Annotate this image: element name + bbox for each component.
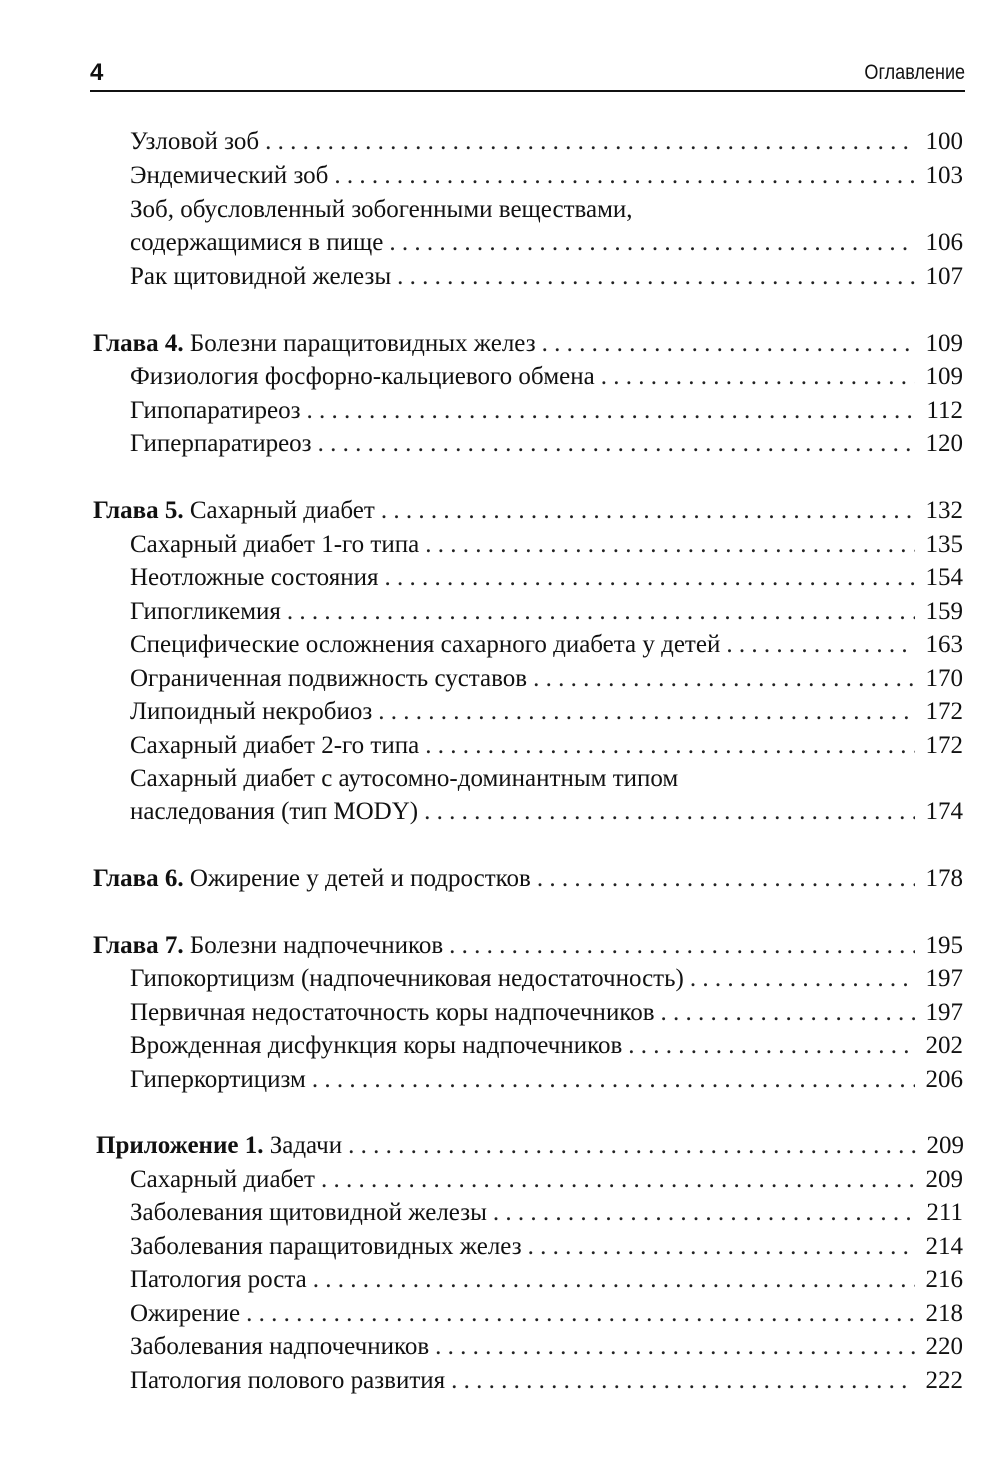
- toc-entry-title: Липоидный некробиоз: [130, 698, 373, 725]
- toc-entry-title: Гиперпаратиреоз: [130, 430, 312, 457]
- toc-entry: [130, 962, 963, 996]
- dot-leader: [334, 159, 915, 193]
- dot-leader: [493, 1196, 915, 1230]
- toc-entry-line: [130, 762, 963, 796]
- toc-entry-title: Узловой зоб: [130, 128, 260, 155]
- toc-entry-title: наследования (тип MODY): [130, 798, 419, 825]
- toc-entry: [130, 1196, 963, 1230]
- toc-entry-page: 214: [925, 1233, 963, 1260]
- toc-entry: [130, 996, 963, 1030]
- page-number: 4: [90, 59, 104, 86]
- dot-leader: [378, 695, 915, 729]
- toc-entry-title: Неотложные состояния: [130, 564, 379, 591]
- dot-leader: [265, 125, 915, 159]
- toc-entry: [130, 1063, 963, 1097]
- toc-entry-title: Заболевания паращитовидных желез: [130, 1233, 522, 1260]
- toc-entry: [130, 628, 963, 662]
- toc-entry-title: Заболевания надпочечников: [130, 1333, 430, 1360]
- dot-leader: [690, 962, 915, 996]
- toc-entry-title: Задачи: [269, 1132, 343, 1159]
- toc-entry-page: 106: [925, 229, 963, 256]
- toc-entry: [130, 528, 963, 562]
- dot-leader: [661, 996, 916, 1030]
- dot-leader: [312, 1063, 915, 1097]
- toc-chapter: [93, 327, 963, 361]
- toc-entry-page: 216: [925, 1266, 963, 1293]
- dot-leader: [318, 427, 915, 461]
- toc-entry-page: 163: [925, 631, 963, 658]
- dot-leader: [425, 729, 915, 763]
- dot-leader: [451, 1364, 915, 1398]
- toc-entry: [130, 795, 963, 829]
- chapter-prefix: Глава 7.: [93, 932, 184, 959]
- toc-entry-title: Гипокортицизм (надпочечниковая недостаточность): [130, 965, 684, 992]
- toc-entry: [130, 260, 963, 294]
- toc-entry: [130, 427, 963, 461]
- toc-entry-title: Врожденная дисфункция коры надпочечников: [130, 1032, 623, 1059]
- toc-entry-title: Первичная недостаточность коры надпочечников: [130, 999, 655, 1026]
- dot-leader: [542, 327, 915, 361]
- toc-entry-title: Эндемический зоб: [130, 162, 329, 189]
- toc-entry-page: 112: [926, 397, 963, 424]
- toc-entry-page: 206: [925, 1066, 963, 1093]
- toc-entry-title: Ограниченная подвижность суставов: [130, 665, 528, 692]
- toc-entry-title: Сахарный диабет: [130, 1166, 315, 1193]
- toc-entry-title: содержащимися в пище: [130, 229, 384, 256]
- toc-entry: [130, 1330, 963, 1364]
- page-header: [90, 58, 965, 92]
- toc-entry-title: Гипогликемия: [130, 598, 281, 625]
- toc-entry-page: 107: [925, 263, 963, 290]
- toc-entry-page: 222: [925, 1367, 963, 1394]
- toc-entry-title: Рак щитовидной железы: [130, 263, 392, 290]
- toc-entry-page: 132: [925, 497, 963, 524]
- toc-entry-page: 209: [926, 1132, 964, 1159]
- toc-entry-title: Патология роста: [130, 1266, 307, 1293]
- toc-entry: [130, 1263, 963, 1297]
- toc-entry: [130, 1029, 963, 1063]
- dot-leader: [528, 1230, 915, 1264]
- toc-entry-title: Заболевания щитовидной железы: [130, 1199, 487, 1226]
- dot-leader: [425, 528, 915, 562]
- toc-entry-page: 209: [925, 1166, 963, 1193]
- toc-entry: [130, 1230, 963, 1264]
- chapter-prefix: Глава 6.: [93, 865, 184, 892]
- toc-entry: [130, 360, 963, 394]
- dot-leader: [389, 226, 915, 260]
- toc-chapter: [93, 929, 963, 963]
- dot-leader: [435, 1330, 915, 1364]
- dot-leader: [628, 1029, 915, 1063]
- toc-entry-title: Специфические осложнения сахарного диабета у детей: [130, 631, 721, 658]
- toc-entry-title: Сахарный диабет: [189, 497, 375, 524]
- toc-entry: [130, 1364, 963, 1398]
- toc-entry-page: 202: [925, 1032, 963, 1059]
- toc-entry: [130, 561, 963, 595]
- toc-entry-page: 109: [925, 330, 963, 357]
- toc-entry-page: 197: [925, 965, 963, 992]
- toc-entry: [130, 1297, 963, 1331]
- dot-leader: [726, 628, 915, 662]
- toc-chapter: [93, 494, 963, 528]
- toc-entry: [130, 729, 963, 763]
- toc-entry: [130, 159, 963, 193]
- toc-entry-page: 220: [925, 1333, 963, 1360]
- toc-entry-page: 120: [925, 430, 963, 457]
- toc-appendix: [96, 1129, 964, 1163]
- dot-leader: [313, 1263, 915, 1297]
- dot-leader: [348, 1129, 916, 1163]
- toc-entry-title: Гипопаратиреоз: [130, 397, 301, 424]
- toc-entry-title: Болезни надпочечников: [189, 932, 444, 959]
- dot-leader: [533, 662, 915, 696]
- appendix-prefix: Приложение 1.: [96, 1132, 264, 1159]
- toc-entry-title: Физиология фосфорно-кальциевого обмена: [130, 363, 595, 390]
- toc-entry: [130, 1163, 963, 1197]
- toc-entry-page: 170: [925, 665, 963, 692]
- dot-leader: [537, 862, 915, 896]
- toc-entry-page: 211: [926, 1199, 963, 1226]
- toc-entry-page: 154: [925, 564, 963, 591]
- toc-entry-page: 103: [925, 162, 963, 189]
- toc-entry-title: Ожирение у детей и подростков: [189, 865, 531, 892]
- dot-leader: [449, 929, 915, 963]
- toc-entry-title: Патология полового развития: [130, 1367, 446, 1394]
- toc-entry-page: 172: [925, 698, 963, 725]
- running-title: Оглавление: [864, 61, 965, 84]
- toc-entry-title: Сахарный диабет 2-го типа: [130, 732, 420, 759]
- toc-entry: [130, 226, 963, 260]
- toc-entry-title: Гиперкортицизм: [130, 1066, 306, 1093]
- toc-entry-page: 135: [925, 531, 963, 558]
- toc-entry-page: 178: [925, 865, 963, 892]
- toc-entry-page: 100: [925, 128, 963, 155]
- dot-leader: [397, 260, 915, 294]
- dot-leader: [287, 595, 915, 629]
- toc-entry-page: 109: [925, 363, 963, 390]
- toc-entry: [130, 595, 963, 629]
- toc-entry-page: 197: [925, 999, 963, 1026]
- toc-entry-title: Сахарный диабет 1-го типа: [130, 531, 420, 558]
- toc-entry-page: 174: [925, 798, 963, 825]
- toc-entry: [130, 125, 963, 159]
- toc-entry-line: [130, 193, 963, 227]
- dot-leader: [306, 394, 915, 428]
- dot-leader: [424, 795, 915, 829]
- toc-entry-title: Болезни паращитовидных желез: [189, 330, 536, 357]
- dot-leader: [601, 360, 915, 394]
- toc-entry-page: 218: [925, 1300, 963, 1327]
- toc-entry-page: 195: [925, 932, 963, 959]
- toc-entry-title: Сахарный диабет с аутосомно-доминантным типом: [130, 765, 679, 792]
- chapter-prefix: Глава 4.: [93, 330, 184, 357]
- toc-entry-page: 159: [925, 598, 963, 625]
- toc-entry: [130, 695, 963, 729]
- dot-leader: [381, 494, 915, 528]
- toc-chapter: [93, 862, 963, 896]
- dot-leader: [384, 561, 915, 595]
- toc-entry: [130, 394, 963, 428]
- toc-entry-title: Зоб, обусловленный зобогенными веществами,: [130, 196, 633, 223]
- dot-leader: [321, 1163, 915, 1197]
- toc-entry-page: 172: [925, 732, 963, 759]
- toc-entry: [130, 662, 963, 696]
- chapter-prefix: Глава 5.: [93, 497, 184, 524]
- toc-entry-title: Ожирение: [130, 1300, 241, 1327]
- dot-leader: [246, 1297, 915, 1331]
